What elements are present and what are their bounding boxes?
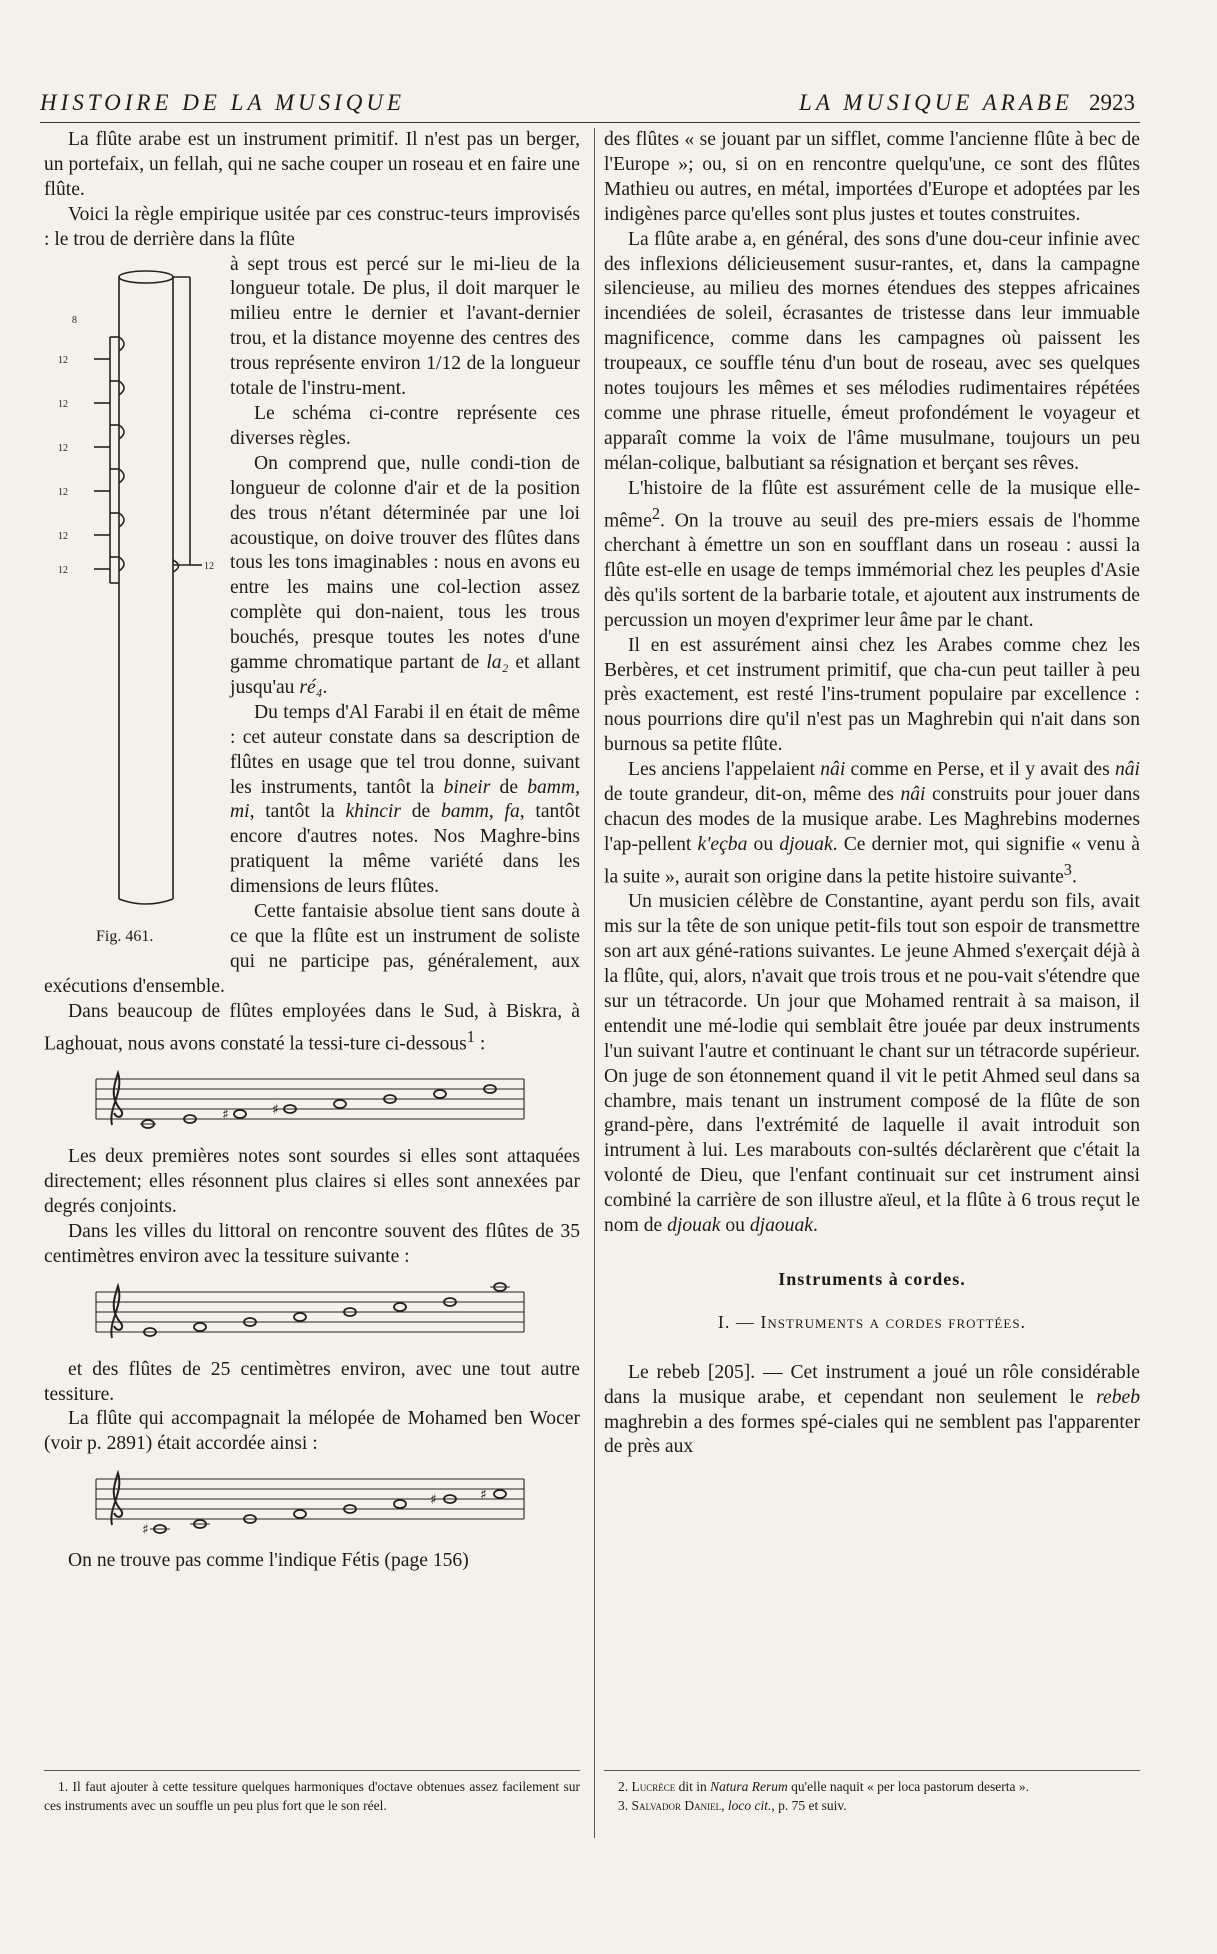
paragraph: à sept trous est percé sur le mi-lieu de la longueur totale. De plus, il doit marquer le milieu entre le dernier et l'avant-dernier trou, et la distance moyenne des centres des trous représente environ 1/12 de la longueur totale de l'instru-ment. <box>230 253 580 400</box>
footnote-rule <box>44 1770 580 1771</box>
text-run: ou <box>720 1215 750 1237</box>
column-divider <box>594 128 595 1838</box>
flute-mark-3: 12 <box>58 442 68 454</box>
author: Lucrèce <box>631 1779 676 1794</box>
flute-mark-6: 12 <box>58 564 68 576</box>
footnote: 1. Il faut ajouter à cette tessiture quelques harmoniques d'octave obtenues assez facilement sur ces instruments avec un souffle un peu plus fort que le son réel. <box>44 1779 580 1813</box>
paragraph: La flûte qui accompagnait la mélopée de Mohamed ben Wocer (voir p. 2891) était accordée ainsi : <box>44 1408 580 1455</box>
page-number: 2923 <box>1089 90 1135 115</box>
note-name: ré₄ <box>299 676 323 698</box>
text-run: de toute grandeur, dit-on, même des <box>604 784 901 806</box>
text-run: ou <box>747 833 780 855</box>
svg-text:♯: ♯ <box>480 1487 487 1504</box>
text-run: de <box>400 801 441 823</box>
text-run: et allant jusqu'au <box>230 652 580 698</box>
music-staff-1 <box>90 1067 530 1133</box>
term: bamm, fa <box>440 801 520 823</box>
paragraph: Le schéma ci-contre représente ces diverses règles. <box>230 402 580 449</box>
text-run: dit in <box>675 1779 711 1794</box>
text-run: maghrebin a des formes spé-ciales qui ne semblent pas l'apparenter de près aux <box>604 1411 1140 1458</box>
paragraph <box>604 890 1140 1239</box>
text-run: . Ce dernier mot, qui signifie « venu à la suite », aurait son origine dans la petite histoire suivante <box>604 833 1140 888</box>
paragraph: Les deux premières notes sont sourdes si elles sont attaquées directement; elles résonnent plus claires si elles sont annexées par degrés conjoints. <box>44 1146 580 1217</box>
header-right-title <box>799 90 1135 116</box>
footnotes-left <box>44 1770 580 1815</box>
text-run: , tantôt encore d'autres notes. Nos Maghre-bins pratiquent la même variété dans les dimensions de leurs flûtes. <box>230 801 581 898</box>
figure-ref: [205] <box>700 1361 751 1383</box>
footnote-rule <box>604 1770 1140 1771</box>
text-run: qu'elle naquit « per loca pastorum deserta ». <box>787 1779 1029 1794</box>
paragraph: La flûte arabe est un instrument primitif. Il n'est pas un berger, un portefaix, un fellah, qui ne sache couper un roseau et en faire une flûte. <box>44 129 580 200</box>
section-heading: Instruments à cordes. <box>778 1268 966 1289</box>
paragraph: La flûte arabe a, en général, des sons d'une dou-ceur infinie avec des inflexions délicieusement susur-rantes, et, dans la campagne silencieuse, au milieu des mornes étendues des steppes africaines incendiées de soleil, écrasantes de tristesse dans leur immuable magnificence, comme dans les campagnes où paissent les troupeaux, ce souffle ténu d'un bout de roseau, avec ses quelques notes toujours les mêmes et ses mélodies rudimentaires répétées comme une phrase rituelle, émeut profondément le voyageur et apparaît comme la voix de l'âme musulmane, toujours un peu mélan-colique, balbutiant sa résignation et berçant ses rêves. <box>604 228 1140 474</box>
paragraph <box>44 1000 580 1057</box>
text-run: construits pour jouer dans chacun des modes de la musique arabe. Les Maghrebins modernes l'ap-pellent <box>604 784 1140 855</box>
flute-mark-4: 12 <box>58 486 68 498</box>
running-header <box>40 90 1135 130</box>
text-run: , tantôt la <box>249 801 346 823</box>
term: k'eçba <box>697 833 748 855</box>
flute-schematic <box>44 263 220 923</box>
header-rule <box>40 122 1140 123</box>
text-run: On comprend que, nulle condi-tion de longueur de colonne d'air et de la position des trous n'étant déterminée par une loi acoustique, on doive trouver des flûtes dans tous les tons imaginables : nous en avons eu entre les mains une col-lection assez complète qui don-naient, tous les trous bouchés, presque toutes les notes d'une gamme chromatique partant de <box>230 452 580 674</box>
text-run: Un musicien célèbre de Constantine, ayant perdu son fils, avait mis sur la tête de son unique petit-fils tout son espoir de transmettre son art aux géné-rations suivantes. Le jeune Ahmed s'exerçait déjà à la flûte, qui, alors, n'avait que trois trous et ne pou-vait s'étendre que sur un tétracorde. Un jour que Mohamed rentrait à sa maison, il entendit une mé-lodie qui semblait être jouée par deux instruments l'un suivant l'autre et continuant le chant sur un tétracorde supérieur. On juge de son étonnement quand il vit le petit Ahmed seul dans sa chambre, mais tenant un instrument composé de la flûte de son grand-père, dans l'extrémité de laquelle il avait introduit son intrument à lui. Les marabouts con-sultés déclarèrent que c'était la volonté de Dieu, que l'enfant continuait sur cet instrument ainsi combiné la carrière de son illustre aïeul, et la flûte à 6 trous reçut le nom de <box>604 891 1140 1237</box>
citation: loco cit. <box>727 1798 772 1813</box>
svg-text:♯: ♯ <box>430 1492 437 1509</box>
term: khincir <box>345 801 401 823</box>
term: bamm, mi <box>230 776 580 823</box>
footnote-ref: 1 <box>466 1026 475 1046</box>
flute-mark-5: 12 <box>58 530 68 542</box>
text-run: . — Cet instrument a joué un rôle considérable dans la musique arabe, et cependant non seulement le <box>604 1361 1140 1408</box>
footnote-ref: 2 <box>651 503 661 523</box>
music-staff-3 <box>90 1467 530 1537</box>
flute-mark-right: 12 <box>204 560 214 572</box>
header-section-title: LA MUSIQUE ARABE <box>799 90 1073 115</box>
term: rebeb <box>1096 1386 1140 1408</box>
footnotes-right <box>604 1770 1140 1815</box>
flute-mark-1: 12 <box>58 354 68 366</box>
text-run: 3. <box>618 1798 632 1813</box>
text-run: L'histoire de la flûte est assurément celle de la musique elle-même <box>604 477 1140 532</box>
note-name: la₂ <box>486 652 509 674</box>
subsection-heading: I. — Instruments a cordes frottées. <box>717 1311 1027 1332</box>
term: nâi <box>1114 759 1140 781</box>
term: bineir <box>443 776 491 798</box>
entry-lead: Le rebeb <box>628 1361 701 1383</box>
term: djouak <box>779 833 833 855</box>
footnote <box>604 1796 1140 1815</box>
paragraph: des flûtes « se jouant par un sifflet, comme l'ancienne flûte à bec de l'Europe »; ou, si on en rencontre quelqu'une, ce sont des flûtes Mathieu ou autres, en métal, importées d'Europe et adoptées par les indigènes parce qu'elles sont plus justes et toutes construites. <box>604 129 1140 225</box>
text-run: . <box>322 676 328 698</box>
author: Salvador Daniel <box>631 1798 722 1813</box>
text-run: : <box>474 1033 486 1055</box>
text-run: comme en Perse, et il y avait des <box>845 759 1115 781</box>
figure-caption: Fig. 461. <box>96 927 154 945</box>
text-run: . On la trouve au seuil des pre-miers essais de l'homme cherchant à émettre un son en soufflant dans un roseau : aussi la flûte est-elle en usage de temps immémorial chez les peuples d'Asie dès qu'ils sortent de la barbarie totale, et ajoutent aux instruments de percussion un moyen d'exprimer leur âme par le chant. <box>604 510 1140 631</box>
paragraph <box>604 1361 1140 1461</box>
paragraph: Dans les villes du littoral on rencontre souvent des flûtes de 35 centimètres environ avec la tessiture suivante : <box>44 1220 580 1267</box>
music-staff-2 <box>90 1280 530 1346</box>
text-run: . <box>1071 866 1077 888</box>
paragraph: On ne trouve pas comme l'indique Fétis (page 156) <box>68 1550 469 1572</box>
term: djaouak <box>749 1215 813 1237</box>
footnote <box>604 1777 1140 1796</box>
paragraph: Il en est assurément ainsi chez les Arabes comme chez les Berbères, et cet instrument primitif, que cha-cun peut tailler à peu près exactement, est resté l'ins-trument populaire par excellence : nous pourrions dire qu'il n'est pas un Maghrebin qui n'ait dans son burnous sa petite flûte. <box>604 634 1140 756</box>
footnote-ref: 3 <box>1063 859 1072 879</box>
svg-text:♯: ♯ <box>142 1522 149 1538</box>
text-run: , p. 75 et suiv. <box>771 1798 847 1813</box>
text-run: Du temps d'Al Farabi il en était de même : cet auteur constate dans sa description de flûtes en usage que tel trou donne, suivant les instruments, tantôt la <box>230 701 580 798</box>
header-left-title: HISTOIRE DE LA MUSIQUE <box>40 90 406 115</box>
term: nâi <box>900 784 926 806</box>
text-run: 2. <box>618 1779 632 1794</box>
text-run: . <box>812 1215 818 1237</box>
paragraph <box>604 758 1140 890</box>
term: nâi <box>820 759 846 781</box>
left-column <box>44 128 580 1574</box>
work-title: Natura Rerum <box>710 1779 788 1794</box>
svg-text:♯: ♯ <box>222 1107 229 1124</box>
paragraph <box>604 477 1140 634</box>
paragraph: Voici la règle empirique usitée par ces construc-teurs improvisés : le trou de derrière dans la flûte <box>44 203 580 250</box>
text-run: de <box>490 776 528 798</box>
flute-mark-2: 12 <box>58 398 68 410</box>
figure-flute-diagram <box>44 253 220 963</box>
term: djouak <box>667 1215 721 1237</box>
text-run: , <box>721 1798 728 1813</box>
flute-mark-top: 8 <box>72 314 77 326</box>
text-run: Les anciens l'appelaient <box>628 759 821 781</box>
paragraph: et des flûtes de 25 centimètres environ, avec une tout autre tessiture. <box>44 1358 580 1405</box>
paragraph: Cette fantaisie absolue tient sans doute à ce que la flûte est un instrument de soliste qui ne participe pas, généralement, aux exécutions d'ensemble. <box>44 901 580 997</box>
right-column <box>604 128 1140 1460</box>
svg-text:♯: ♯ <box>272 1102 279 1119</box>
text-run: Dans beaucoup de flûtes employées dans le Sud, à Biskra, à Laghouat, nous avons constaté la tessi-ture ci-dessous <box>44 1000 580 1055</box>
